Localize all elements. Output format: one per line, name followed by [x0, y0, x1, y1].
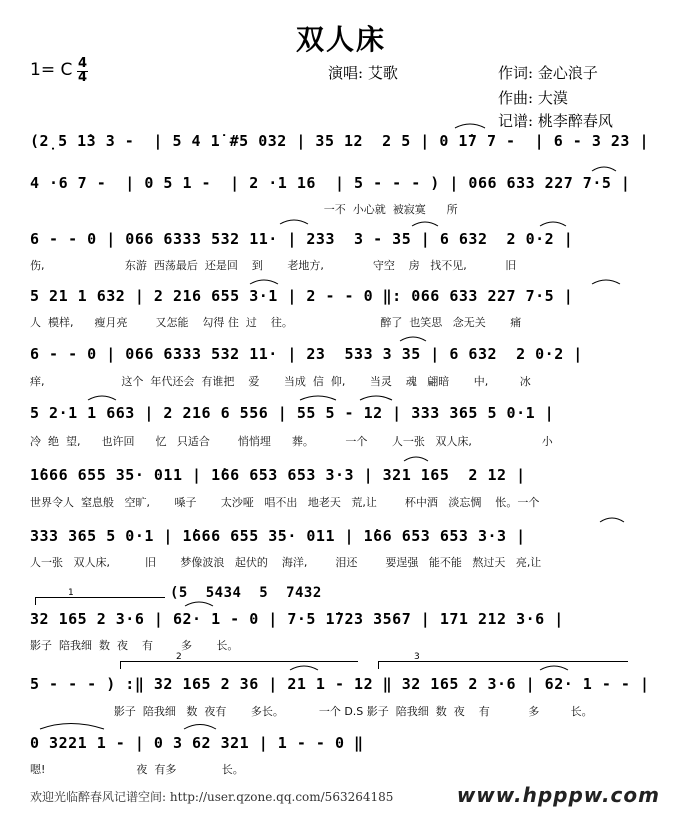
lyrics-row-6: 冷 绝 望, 也许回 忆 只适合 悄悄埋 葬。 一个 人一张 双人床, 小	[30, 435, 553, 448]
notation-row-5: 6 - - 0 | 066 6333 532 11· | 23 533 3 35 | 6 632 2 0·2 |	[30, 345, 583, 363]
footer-text: 欢迎光临醉春风记谱空间: http://user.qzone.qq.com/563264185	[30, 790, 394, 804]
lyrics-row-2: 一不 小心就 被寂寞 所	[30, 203, 458, 216]
volta-label-1: 1	[68, 588, 74, 598]
lyrics-row-10: 影子 陪我细 数 夜有 多长。 一个 D.S 影子 陪我细 数 夜 有 多 长。	[30, 705, 593, 718]
notation-row-1: (2̣5 1̇3 3 - | 5 4 1̇ #5 032 | 35 12 2 5 | 0 1̇7 7 - | 6 - 3 23 |	[30, 132, 649, 150]
time-signature-denominator: 4	[78, 70, 88, 85]
notation-row-9: 32 165 2 3·6 | 62· 1 - 0 | 7·5 1̇723 3567 | 171 212 3·6 |	[30, 610, 564, 628]
notation-row-4: 5 21 1 632 | 2 216 655 3·1 | 2 - - 0 ‖: 066 633 227 7·5 |	[30, 287, 574, 305]
lyrics-row-8: 人一张 双人床, 旧 梦像波浪 起伏的 海洋, 泪还 要逞强 能不能 熬过天 亮,让	[30, 556, 542, 569]
lyrics-row-7: 世界令人 窒息般 空旷, 嗓子 太沙哑 唱不出 地老天 荒,让 杯中酒 淡忘惆 怅。一个	[30, 496, 540, 509]
notation-row-7: 1̇666 655 35· 011 | 1̇66 653 653 3·3 | 321 165 2 12 |	[30, 466, 526, 484]
notation-row-11: 0 3221 1 - | 0 3 62 321 | 1 - - 0 ‖	[30, 734, 364, 752]
volta-label-2: 2	[176, 652, 182, 662]
volta-label-3: 3	[414, 652, 420, 662]
intro-upper-line: (5 5434 5 7432	[170, 585, 322, 601]
notation-row-10: 5 - - - ) :‖ 32 165 2 36 | 21 1 - 12 ‖ 32 165 2 3·6 | 62· 1 - - |	[30, 675, 650, 693]
lyrics-row-4: 人 模样, 瘦月亮 又怎能 勾得 住 过 往。 醉了 也笑思 念无关 痛	[30, 316, 522, 329]
lyrics-row-11: 嗯! 夜 有多 长。	[30, 763, 244, 776]
lyrics-row-5: 痒, 这个 年代还会 有谁把 爱 当成 信 仰, 当灵 魂 翩暗 中, 冰	[30, 375, 531, 388]
transcriber-credit: 记谱: 桃李醉春风	[498, 112, 613, 130]
site-watermark: www.hpppw.com	[456, 783, 660, 807]
notation-row-2: 4 ·6 7 - | 0 5 1 - | 2 ·1 16 | 5 - - - ) | 066 633 227 7·5 |	[30, 174, 631, 192]
key-signature: 1= C	[30, 60, 73, 80]
notation-row-3: 6 - - 0 | 066 6333 532 11· | 233 3 - 35 | 6 632 2 0·2 |	[30, 230, 574, 248]
composer-credit: 作曲: 大漠	[498, 89, 568, 107]
lyrics-row-9: 影子 陪我细 数 夜 有 多 长。	[30, 639, 239, 652]
lyricist-credit: 作词: 金心浪子	[498, 64, 598, 82]
time-signature-numerator: 4	[78, 56, 88, 71]
lyrics-row-3: 伤, 东游 西荡最后 还是回 到 老地方, 守空 房 找不见, 旧	[30, 259, 517, 272]
singer-credit: 演唱: 艾歌	[328, 64, 398, 82]
notation-row-6: 5 2·1 1 663 | 2 216 6 556 | 55 5 - 12 | 333 365 5 0·1 |	[30, 404, 555, 422]
notation-row-8: 333 365 5 0·1 | 1̇666 655 35· 011 | 1̇66 653 653 3·3 |	[30, 527, 526, 545]
song-title: 双人床	[295, 23, 386, 56]
